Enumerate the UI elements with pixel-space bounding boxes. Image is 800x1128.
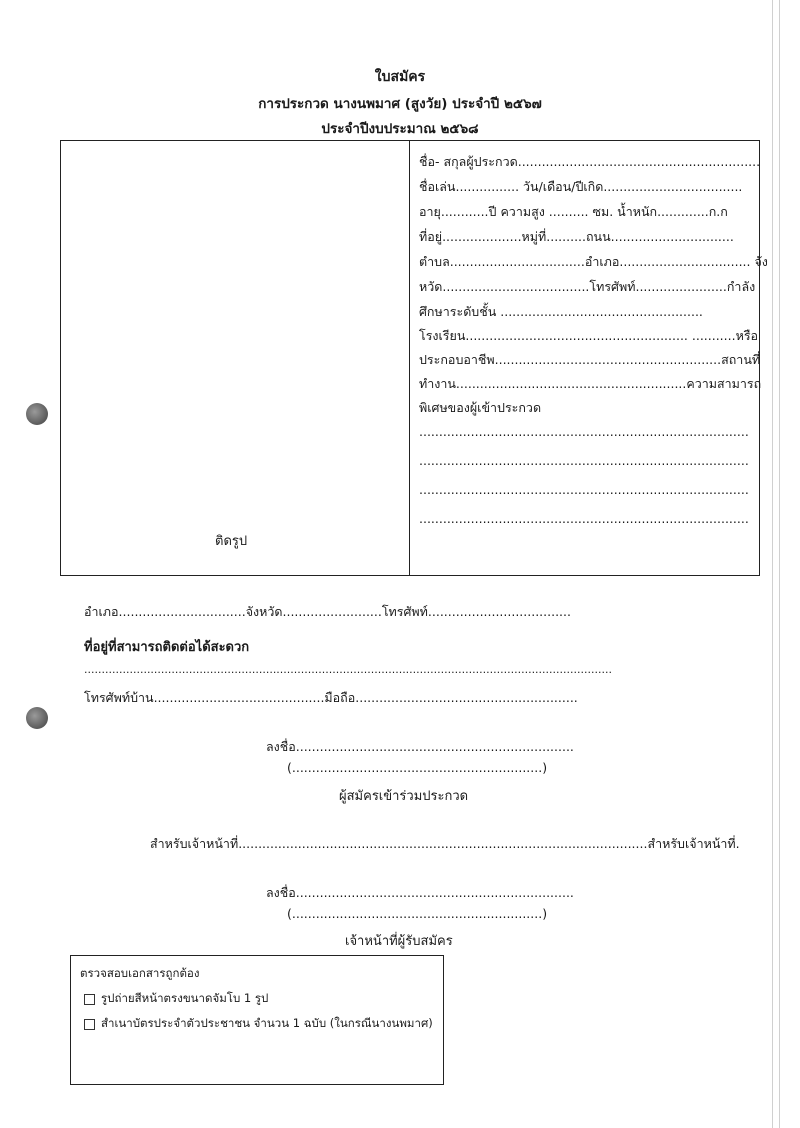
field-age-height-weight: อายุ............ปี ความสูง .......... ซม. น้ำหนัก.............ก.ก — [419, 204, 728, 219]
form-title: ใบสมัคร — [374, 69, 426, 85]
checkbox-icon[interactable] — [84, 1019, 95, 1030]
page-edge-line — [772, 0, 773, 1128]
form-subtitle: การประกวด นางนพมาศ (สูงวัย) ประจำปี ๒๕๖๗ — [258, 96, 542, 112]
punch-hole — [26, 707, 48, 729]
applicant-signature-line: ลงชื่อ...................................................................... — [266, 739, 574, 754]
official-signature-line: ลงชื่อ...................................................................... — [266, 885, 574, 900]
talent-dot-line: ................................................................................... — [419, 424, 749, 439]
talent-dot-line: ................................................................................... — [419, 453, 749, 468]
district-line: อำเภอ................................จังหวัด.........................โทรศัพท์.................................... — [84, 604, 571, 619]
checklist-item-label: รูปถ่ายสีหน้าตรงขนาดจัมโบ 1 รูป — [101, 991, 269, 1005]
talent-dot-line: ................................................................................... — [419, 511, 749, 526]
field-occupation: ประกอบอาชีพ.........................................................สถานที่ — [419, 352, 761, 367]
checkbox-icon[interactable] — [84, 994, 95, 1005]
photo-label: ติดรูป — [215, 534, 248, 549]
field-talent: พิเศษของผู้เข้าประกวด — [419, 400, 542, 415]
checklist-item-label: สำเนาบัตรประจำตัวประชาชน จำนวน 1 ฉบับ (ในกรณีนางนพมาศ) — [101, 1016, 433, 1030]
official-role: เจ้าหน้าที่ผู้รับสมัคร — [345, 934, 453, 949]
field-subdistrict: ตำบล..................................อำเภอ................................. จัง — [419, 254, 768, 269]
official-line: สำหรับเจ้าหน้าที่.......................................................................................................สำหรับเจ้าหน้าที่. — [150, 836, 740, 851]
applicant-name-paren: (...............................................................) — [287, 760, 548, 775]
field-school: โรงเรียน........................................................ ...........หรือ — [419, 328, 759, 343]
checklist-item — [84, 990, 268, 1008]
contact-heading: ที่อยู่ที่สามารถติดต่อได้สะดวก — [84, 640, 250, 655]
fiscal-year: ประจำปีงบประมาณ ๒๕๖๘ — [321, 121, 479, 137]
photo-divider — [409, 140, 410, 576]
address-dot-line: ....................................................................................................................................................... — [84, 663, 612, 676]
checklist-title: ตรวจสอบเอกสารถูกต้อง — [80, 966, 200, 980]
phone-line: โทรศัพท์บ้าน...........................................มือถือ........................................................ — [84, 690, 578, 705]
field-province-phone: หวัด.....................................โทรศัพท์.......................กำลัง — [419, 279, 756, 294]
field-nickname-dob: ชื่อเล่น................ วัน/เดือน/ปีเกิด................................... — [419, 179, 743, 194]
talent-dot-line: ................................................................................... — [419, 482, 749, 497]
field-name: ชื่อ- สกุลผู้ประกวด............................................................. — [419, 154, 761, 169]
applicant-role: ผู้สมัครเข้าร่วมประกวด — [339, 789, 469, 804]
official-name-paren: (...............................................................) — [287, 906, 548, 921]
checklist-item — [84, 1015, 433, 1033]
page-edge-line — [779, 0, 780, 1128]
field-workplace: ทำงาน..........................................................ความสามารถ — [419, 376, 762, 391]
field-address: ที่อยู่....................หมู่ที่..........ถนน............................... — [419, 229, 734, 244]
punch-hole — [26, 403, 48, 425]
field-education: ศึกษาระดับชั้น ................................................... — [419, 304, 703, 319]
